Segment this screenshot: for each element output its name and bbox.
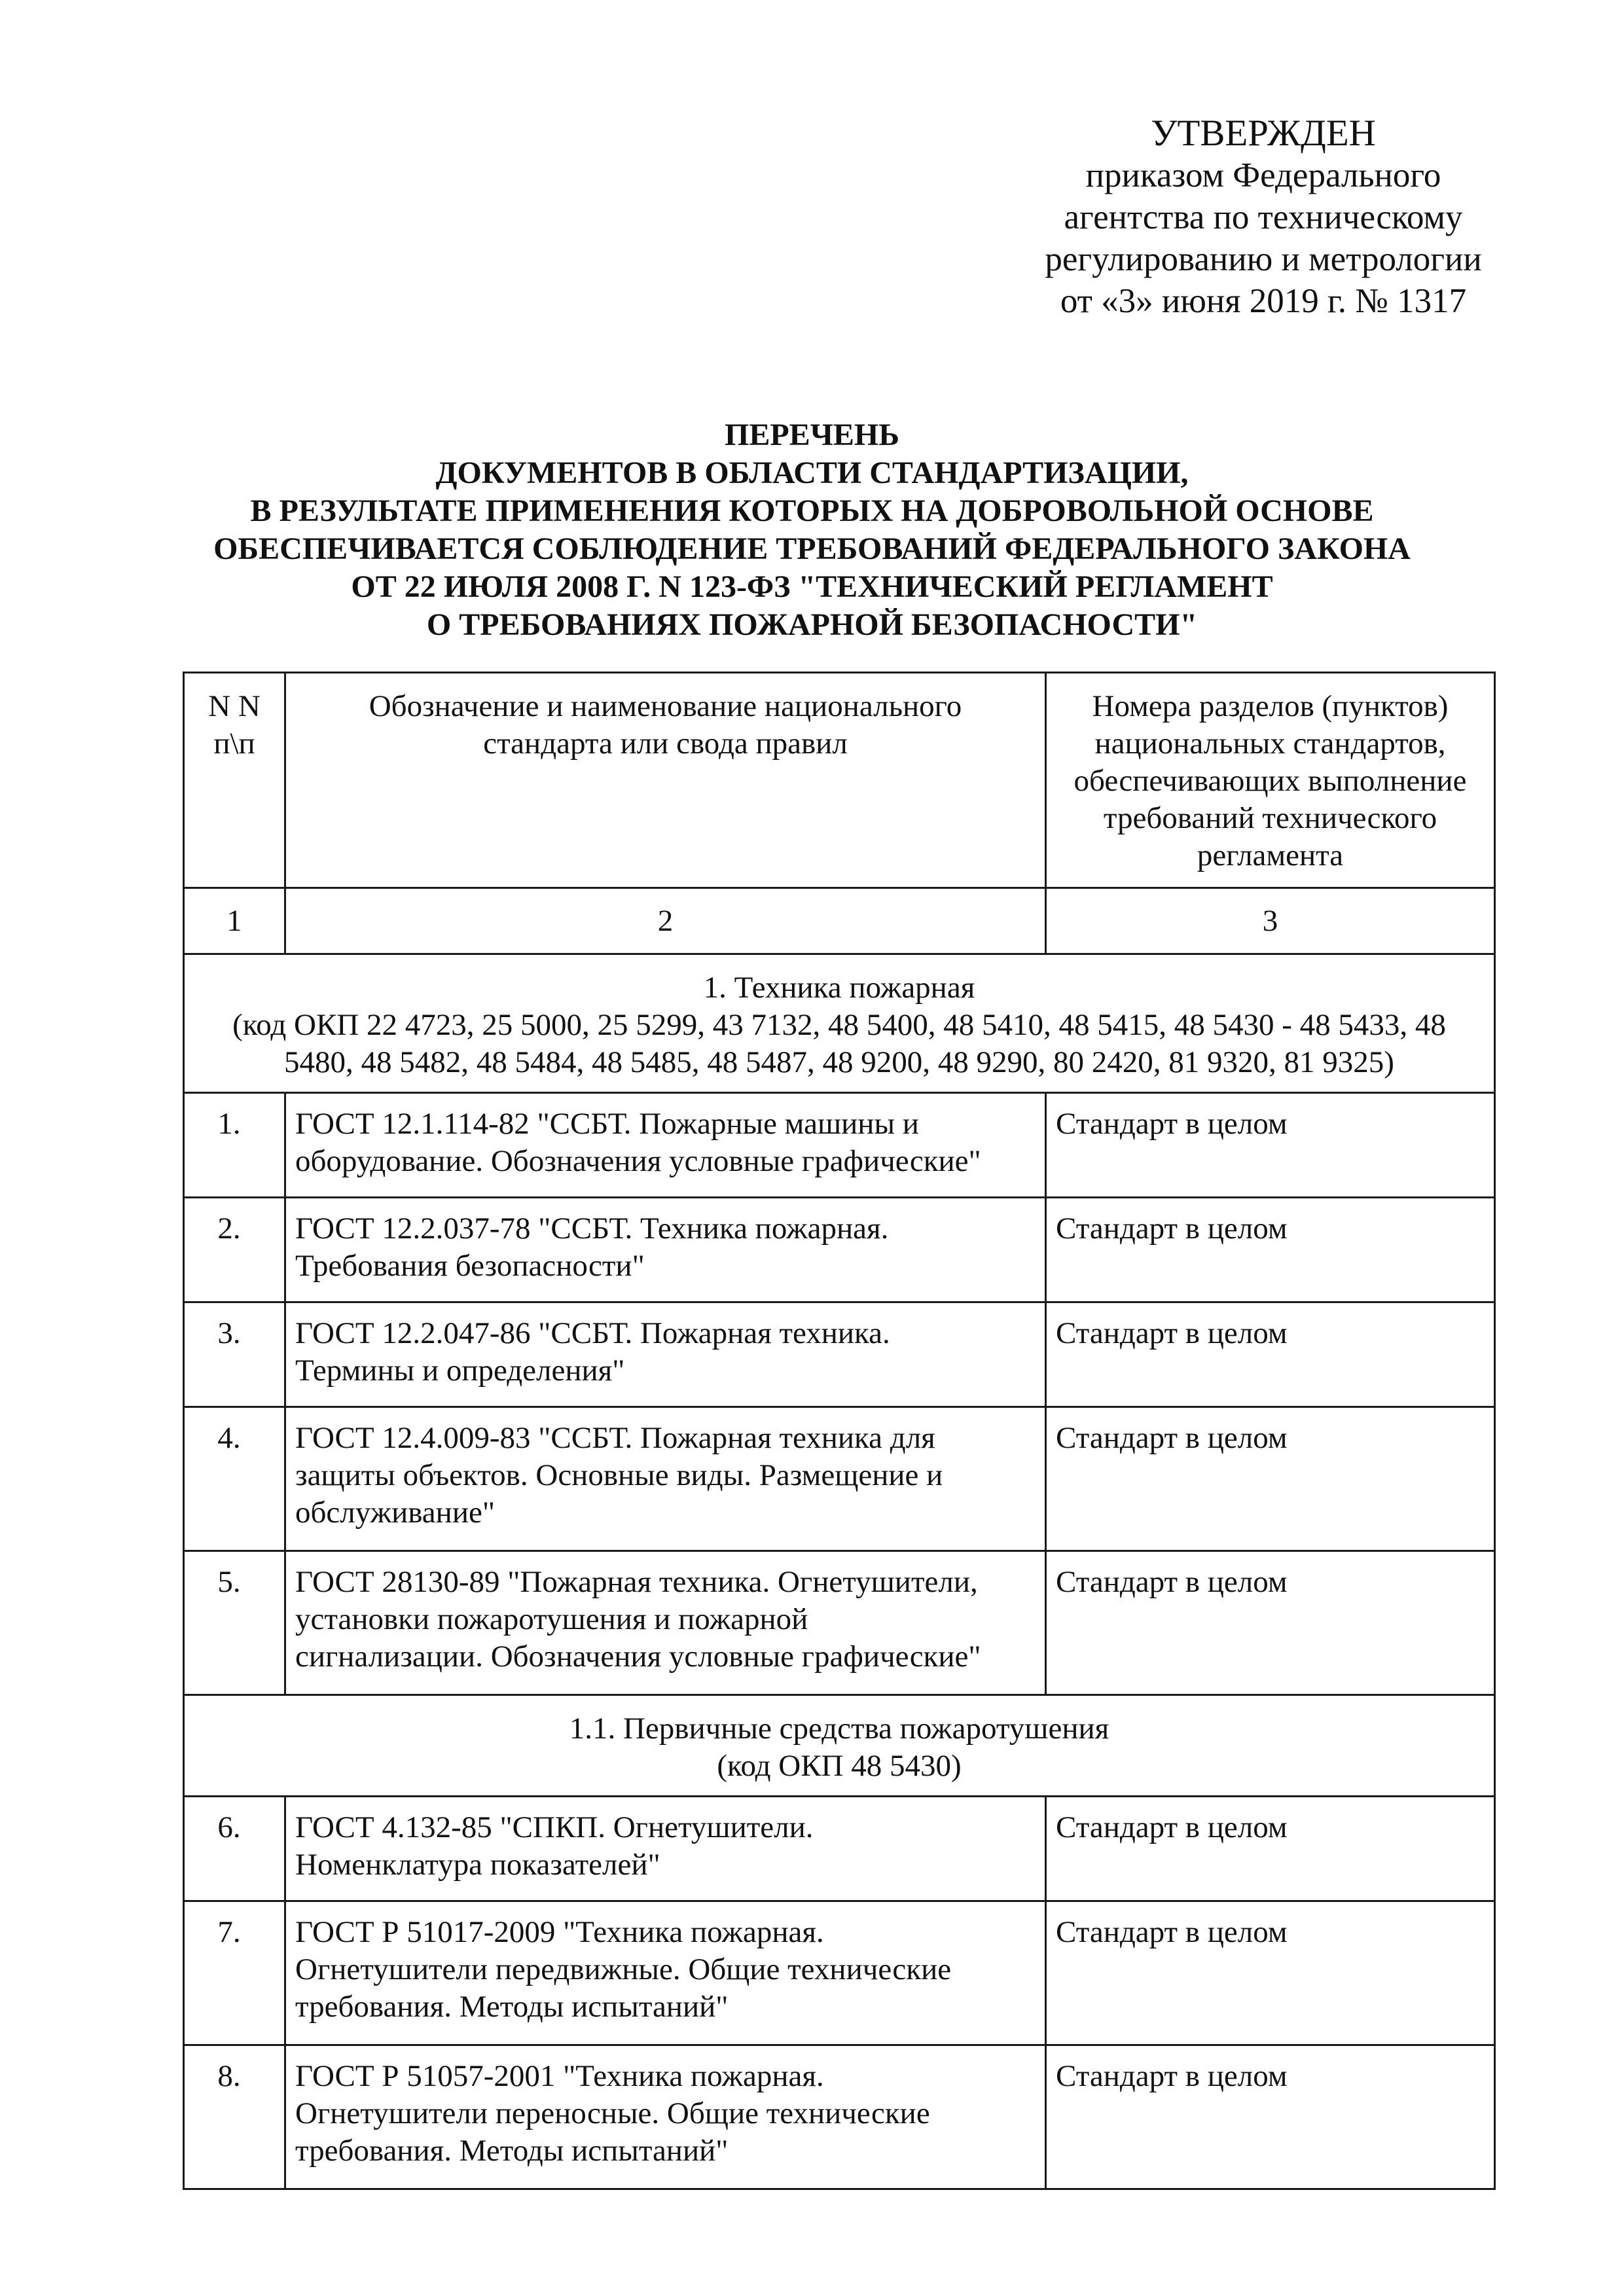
designation-line: ГОСТ Р 51057-2001 "Техника пожарная. [295, 2059, 824, 2093]
header-text: национальных стандартов, [1094, 726, 1446, 761]
section-codes: 5480, 48 5482, 48 5484, 48 5485, 48 5487, 48 9200, 48 9290, 80 2420, 81 9320, 81 9325) [284, 1045, 1394, 1079]
title-line: ОБЕСПЕЧИВАЕТСЯ СОБЛЮДЕНИЕ ТРЕБОВАНИЙ ФЕДЕРАЛЬНОГО ЗАКОНА [213, 531, 1411, 566]
title-line: В РЕЗУЛЬТАТЕ ПРИМЕНЕНИЯ КОТОРЫХ НА ДОБРОВОЛЬНОЙ ОСНОВЕ [250, 493, 1374, 528]
header-text: Номера разделов (пунктов) [1092, 689, 1449, 723]
designation-line: ГОСТ 4.132-85 "СПКП. Огнетушители. [295, 1810, 814, 1844]
table-row [184, 1901, 1495, 2045]
standards-table [183, 672, 1496, 2190]
approval-line: приказом Федерального [1085, 156, 1441, 194]
row-number: 3. [184, 1302, 285, 1407]
row-number: 6. [184, 1797, 285, 1901]
table-row [184, 1551, 1495, 1695]
designation-line: ГОСТ 12.2.037-78 "ССБТ. Техника пожарная. [295, 1211, 889, 1246]
standard-designation [285, 1797, 1046, 1901]
designation-line: ГОСТ 12.4.009-83 "ССБТ. Пожарная техника для [295, 1421, 935, 1455]
standard-designation [285, 1407, 1046, 1551]
designation-line: сигнализации. Обозначения условные графические" [295, 1640, 981, 1674]
table-header-row [184, 673, 1495, 888]
header-text: регламента [1197, 838, 1344, 872]
standard-designation [285, 1198, 1046, 1302]
title-line: ПЕРЕЧЕНЬ [725, 418, 899, 452]
designation-line: ГОСТ Р 51017-2009 "Техника пожарная. [295, 1915, 824, 1949]
approval-line: регулированию и метрологии [1045, 240, 1482, 278]
row-number: 8. [184, 2045, 285, 2189]
title-line: О ТРЕБОВАНИЯХ ПОЖАРНОЙ БЕЗОПАСНОСТИ" [426, 607, 1198, 642]
table-row [184, 1302, 1495, 1407]
designation-line: установки пожаротушения и пожарной [295, 1602, 808, 1636]
section-row [184, 1695, 1495, 1797]
header-text: обеспечивающих выполнение [1074, 764, 1467, 798]
applicable-sections: Стандарт в целом [1046, 1302, 1495, 1407]
designation-line: требования. Методы испытаний" [295, 2134, 729, 2168]
header-designation [285, 673, 1046, 888]
table-row [184, 2045, 1495, 2189]
title-line: ДОКУМЕНТОВ В ОБЛАСТИ СТАНДАРТИЗАЦИИ, [435, 456, 1189, 490]
standard-designation [285, 1093, 1046, 1198]
column-number: 3 [1046, 888, 1495, 954]
applicable-sections: Стандарт в целом [1046, 1901, 1495, 2045]
header-text: Обозначение и наименование национального [369, 689, 962, 723]
designation-line: обслуживание" [295, 1496, 496, 1530]
header-text: п\п [213, 726, 255, 761]
row-number: 7. [184, 1901, 285, 2045]
header-sections [1046, 673, 1495, 888]
section-codes: (код ОКП 48 5430) [717, 1749, 962, 1783]
title-line: ОТ 22 ИЮЛЯ 2008 Г. N 123-ФЗ "ТЕХНИЧЕСКИЙ РЕГЛАМЕНТ [351, 569, 1273, 604]
header-number [184, 673, 285, 888]
header-text: N N [208, 689, 261, 723]
applicable-sections: Стандарт в целом [1046, 1198, 1495, 1302]
row-number: 5. [184, 1551, 285, 1695]
table-row [184, 1198, 1495, 1302]
applicable-sections: Стандарт в целом [1046, 1093, 1495, 1198]
column-number-row [184, 888, 1495, 954]
row-number: 2. [184, 1198, 285, 1302]
row-number: 1. [184, 1093, 285, 1198]
approval-block [969, 113, 1558, 322]
designation-line: защиты объектов. Основные виды. Размещение и [295, 1458, 943, 1492]
column-number: 1 [184, 888, 285, 954]
section-heading [184, 954, 1495, 1093]
section-codes: (код ОКП 22 4723, 25 5000, 25 5299, 43 7132, 48 5400, 48 5410, 48 5415, 48 5430 - 48 5433, 48 [232, 1008, 1446, 1042]
applicable-sections: Стандарт в целом [1046, 1797, 1495, 1901]
approval-order-date: от «3» июня 2019 г. № 1317 [1060, 282, 1467, 320]
designation-line: Огнетушители передвижные. Общие технические [295, 1952, 952, 1986]
standard-designation [285, 1551, 1046, 1695]
row-number: 4. [184, 1407, 285, 1551]
header-text: стандарта или свода правил [483, 726, 848, 761]
section-heading [184, 1695, 1495, 1797]
designation-line: Требования безопасности" [295, 1249, 645, 1283]
standard-designation [285, 2045, 1046, 2189]
table-row [184, 1797, 1495, 1901]
designation-line: ГОСТ 28130-89 "Пожарная техника. Огнетушители, [295, 1565, 978, 1599]
applicable-sections: Стандарт в целом [1046, 2045, 1495, 2189]
section-row [184, 954, 1495, 1093]
section-title: 1. Техника пожарная [703, 971, 975, 1005]
standard-designation [285, 1302, 1046, 1407]
column-number: 2 [285, 888, 1046, 954]
applicable-sections: Стандарт в целом [1046, 1551, 1495, 1695]
document-title [131, 416, 1493, 644]
designation-line: Номенклатура показателей" [295, 1848, 660, 1882]
designation-line: ГОСТ 12.2.047-86 "ССБТ. Пожарная техника. [295, 1316, 890, 1350]
designation-line: Термины и определения" [295, 1354, 625, 1388]
approval-line: агентства по техническому [1064, 198, 1463, 236]
designation-line: ГОСТ 12.1.114-82 "ССБТ. Пожарные машины и [295, 1107, 919, 1141]
standard-designation [285, 1901, 1046, 2045]
applicable-sections: Стандарт в целом [1046, 1407, 1495, 1551]
designation-line: Огнетушители переносные. Общие технические [295, 2096, 930, 2130]
table-row [184, 1093, 1495, 1198]
designation-line: оборудование. Обозначения условные графические" [295, 1144, 981, 1178]
table-row [184, 1407, 1495, 1551]
approval-heading: УТВЕРЖДЕН [1151, 113, 1376, 154]
section-title: 1.1. Первичные средства пожаротушения [569, 1712, 1110, 1746]
designation-line: требования. Методы испытаний" [295, 1990, 729, 2024]
header-text: требований технического [1103, 801, 1437, 835]
